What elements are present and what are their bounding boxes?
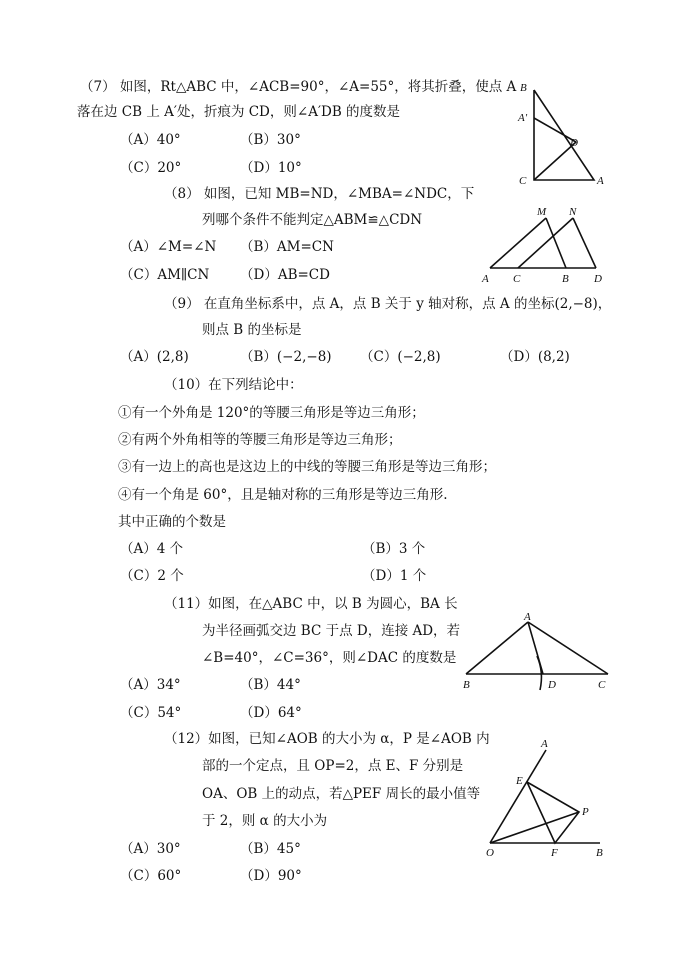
q7-label-a-prime: A′ — [518, 112, 528, 124]
q10-option-d: （D）1 个 — [362, 568, 427, 584]
q11-option-b: （B）44° — [240, 677, 301, 693]
q11-label-c: C — [598, 679, 606, 691]
q7-line1: （7） 如图，Rt△ABC 中，∠ACB=90°，∠A=55°，将其折叠，使点 A — [80, 79, 517, 95]
q12-line2: 部的一个定点，且 OP=2，点 E、F 分别是 — [202, 758, 464, 774]
q8-option-c: （C）AM∥CN — [120, 267, 210, 283]
q8-option-b: （B）AM=CN — [240, 239, 334, 255]
q11-label-a: A — [524, 611, 531, 623]
q7-label-c: C — [519, 175, 527, 187]
q11-line3: ∠B=40°，∠C=36°，则∠DAC 的度数是 — [202, 650, 457, 666]
q9-option-a: （A）(2,8) — [120, 349, 189, 365]
q9-option-c: （C）(−2,8) — [360, 349, 441, 365]
q7-option-c: （C）20° — [120, 160, 182, 176]
q8-label-n: N — [569, 206, 577, 218]
q9-line2: 则点 B 的坐标是 — [202, 322, 302, 338]
q7-label-a: A — [597, 175, 604, 187]
q8-line2: 列哪个条件不能判定△ABM≌△CDN — [202, 212, 423, 228]
q8-label-d: D — [594, 273, 602, 285]
q10-statement-1: ①有一个外角是 120°的等腰三角形是等边三角形； — [118, 405, 425, 421]
q9-option-b: （B）(−2,−8) — [240, 349, 332, 365]
q8-label-c: C — [513, 273, 521, 285]
q10-statement-2: ②有两个外角相等的等腰三角形是等边三角形； — [118, 432, 402, 448]
q11-label-b: B — [463, 679, 470, 691]
q10-option-b: （B）3 个 — [362, 541, 426, 557]
q12-line1: （12）如图，已知∠AOB 的大小为 α，P 是∠AOB 内 — [164, 731, 490, 747]
q12-line3: OA、OB 上的动点，若△PEF 周长的最小值等 — [202, 786, 481, 802]
q10-line1: （10）在下列结论中： — [164, 377, 303, 393]
q10-statement-3: ③有一边上的高也是这边上的中线的等腰三角形是等边三角形； — [118, 459, 496, 475]
q12-label-f: F — [551, 847, 558, 859]
q8-option-d: （D）AB=CD — [240, 267, 330, 283]
q8-label-m: M — [537, 206, 547, 218]
q7-label-b: B — [520, 82, 527, 94]
q12-label-a: A — [541, 738, 548, 750]
q8-line1: （8） 如图，已知 MB=ND，∠MBA=∠NDC，下 — [164, 186, 475, 202]
q8-label-b: B — [562, 273, 569, 285]
q11-option-c: （C）54° — [120, 705, 182, 721]
q10-question: 其中正确的个数是 — [118, 514, 226, 530]
q12-option-c: （C）60° — [120, 868, 182, 884]
q11-option-d: （D）64° — [240, 705, 302, 721]
q7-option-d: （D）10° — [240, 160, 302, 176]
q7-line2: 落在边 CB 上 A′处，折痕为 CD，则∠A′DB 的度数是 — [77, 104, 401, 120]
q12-label-p: P — [582, 806, 589, 818]
q12-option-a: （A）30° — [120, 841, 181, 857]
q12-label-o: O — [486, 847, 494, 859]
q9-line1: （9） 在直角坐标系中，点 A，点 B 关于 y 轴对称，点 A 的坐标(2,−8)， — [164, 296, 612, 312]
q12-label-b: B — [596, 847, 603, 859]
q7-label-d: D — [570, 137, 578, 149]
q7-option-b: （B）30° — [240, 132, 301, 148]
q11-label-d: D — [548, 679, 556, 691]
q9-option-d: （D）(8,2) — [500, 349, 570, 365]
q8-option-a: （A）∠M=∠N — [120, 239, 217, 255]
q10-option-a: （A）4 个 — [120, 541, 184, 557]
q10-statement-4: ④有一个角是 60°，且是轴对称的三角形是等边三角形. — [118, 487, 448, 503]
q12-option-b: （B）45° — [240, 841, 301, 857]
q12-label-e: E — [516, 775, 523, 787]
q8-label-a: A — [482, 273, 489, 285]
q11-option-a: （A）34° — [120, 677, 181, 693]
q11-line2: 为半径画弧交边 BC 于点 D，连接 AD，若 — [202, 623, 461, 639]
q11-line1: （11）如图，在△ABC 中，以 B 为圆心，BA 长 — [164, 596, 458, 612]
q12-line4: 于 2，则 α 的大小为 — [202, 813, 328, 829]
q12-option-d: （D）90° — [240, 868, 302, 884]
q10-option-c: （C）2 个 — [120, 568, 184, 584]
q7-option-a: （A）40° — [120, 132, 181, 148]
